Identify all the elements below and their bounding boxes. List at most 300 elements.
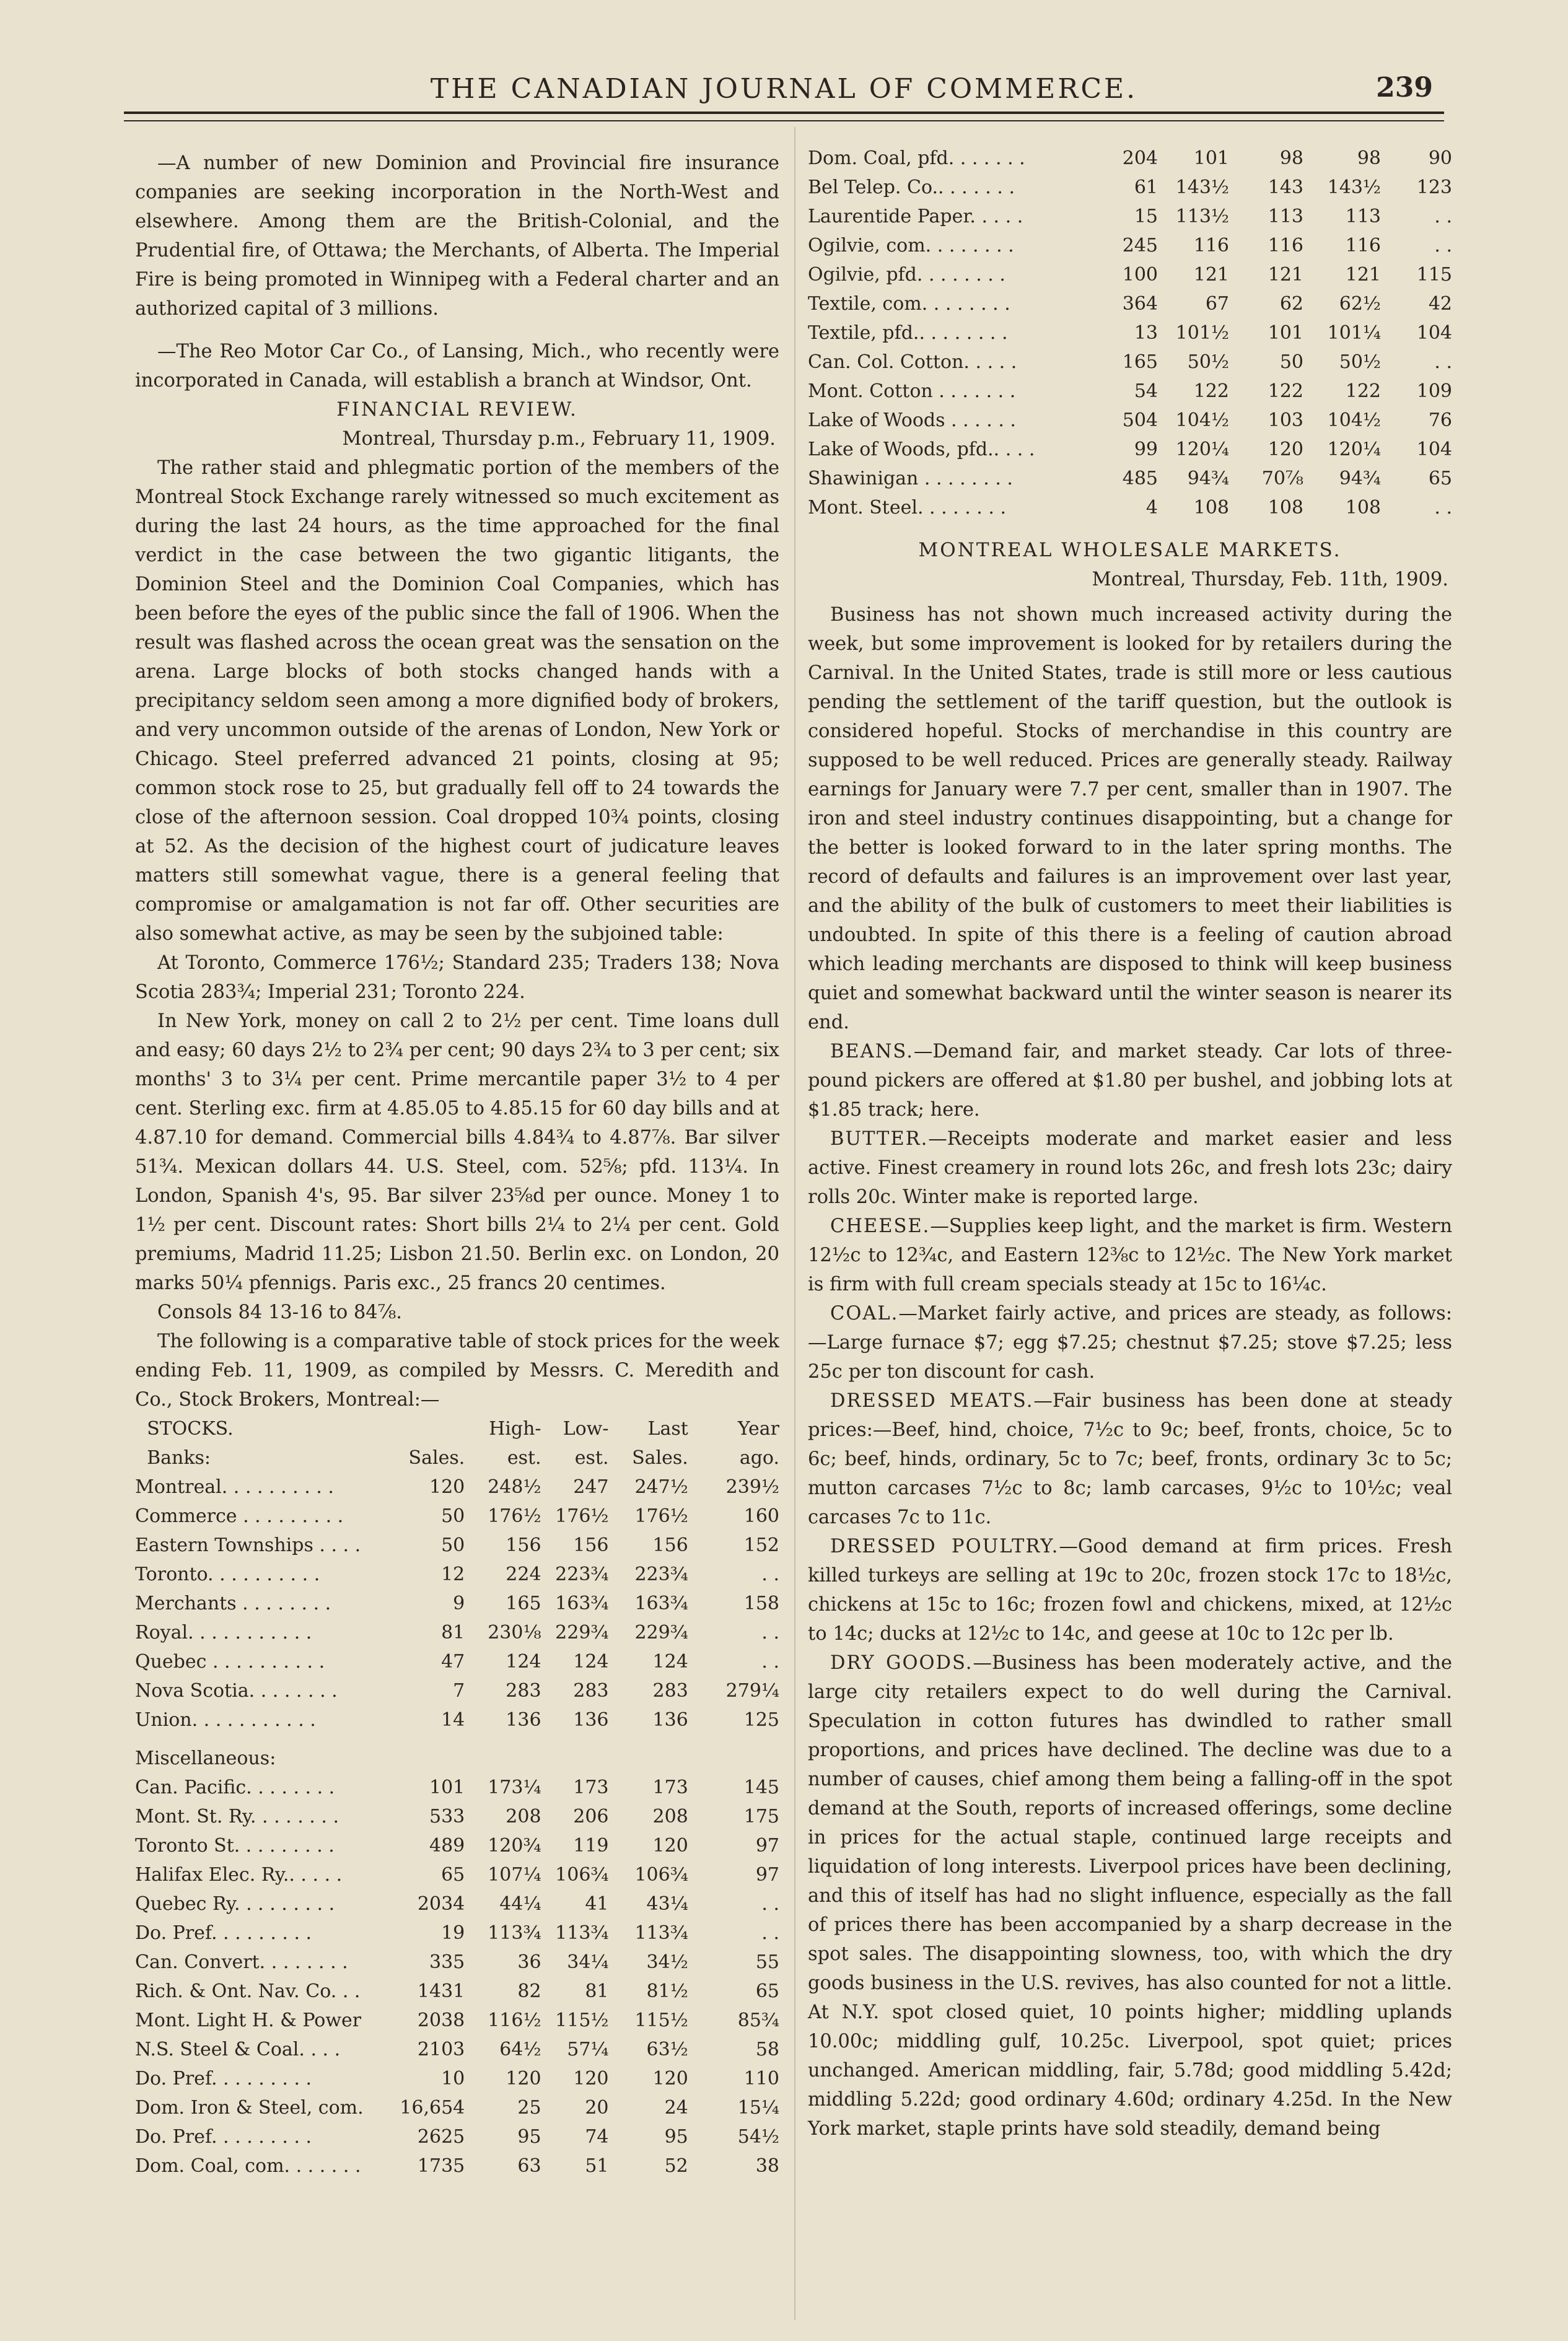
year-ago-cell: . . (761, 1922, 779, 1944)
lowest-cell: 74 (585, 2126, 609, 2148)
sales-cell: 7 (453, 1680, 465, 1702)
lowest-cell: 101 (1268, 322, 1303, 344)
highest-cell: 283 (506, 1680, 541, 1702)
sales-cell: 1431 (417, 1980, 465, 2002)
header-rule-thick (124, 112, 1444, 114)
sales-cell: 12 (441, 1564, 465, 1585)
highest-cell: 104½ (1175, 409, 1229, 431)
highest-cell: 108 (1193, 497, 1229, 519)
misc-label: Miscellaneous: (135, 1748, 276, 1769)
highest-cell: 95 (517, 2126, 541, 2148)
highest-cell: 113¾ (488, 1922, 541, 1944)
sales-cell: 50 (441, 1534, 465, 1556)
lowest-cell: 122 (1268, 380, 1303, 402)
left-column (135, 149, 779, 2181)
stock-name: Montreal. . . . . . . . . . (135, 1476, 334, 1498)
stock-name: Nova Scotia. . . . . . . . (135, 1680, 338, 1702)
year-ago-cell: 65 (755, 1980, 779, 2002)
misc-label-row (135, 1735, 779, 1773)
lowest-cell: 283 (573, 1680, 609, 1702)
year-ago-cell: 160 (743, 1505, 779, 1527)
highest-cell: 122 (1193, 380, 1229, 402)
col-sales: Sales. (408, 1447, 465, 1469)
beans-paragraph: BEANS.—Demand fair, and market steady. Car lots of three-pound pickers are offered at $1.80 per bushel, and jobbing lots at $1.85 track; here. (808, 1041, 1452, 1121)
highest-cell: 50½ (1187, 351, 1229, 373)
last-sales-cell: 95 (664, 2126, 688, 2148)
col-stocks: STOCKS. (147, 1418, 234, 1440)
lowest-cell: 119 (573, 1835, 609, 1857)
last-sales-cell: 113 (1345, 206, 1381, 227)
sales-cell: 245 (1122, 235, 1158, 256)
highest-cell: 44¼ (499, 1893, 541, 1915)
lowest-cell: 136 (573, 1709, 609, 1731)
stock-name: Mont. St. Ry. . . . . . . . (135, 1806, 339, 1827)
sales-cell: 14 (441, 1709, 465, 1731)
sales-cell: 2038 (417, 2010, 465, 2031)
year-ago-cell: 125 (743, 1709, 779, 1731)
stock-name: Rich. & Ont. Nav. Co. . . (135, 1980, 361, 2002)
stock-name: Lake of Woods, pfd.. . . . (808, 439, 1035, 460)
sales-cell: 47 (441, 1651, 465, 1673)
new-york-money: In New York, money on call 2 to 2½ per cent. Time loans dull and easy; 60 days 2½ to 2¾ per cent; 90 days 2¾ to 3 per cent; six months' 3 to 3¼ per cent. Prime mercantile paper 3½ to 4 per cent. Sterling exc. firm at 4.85.05 to 4.85.15 for 60 day bills and at 4.87.10 for demand. Commercial bills 4.84¾ to 4.87⅞. Bar silver 51¾. Mexican dollars 44. U.S. Steel, com. 52⅝; pfd. 113¼. In London, Spanish 4's, 95. Bar silver 23⅝d per ounce. Money 1 to 1½ per cent. Discount rates: Short bills 2¼ to 2¼ per cent. Gold premiums, Madrid 11.25; Lisbon 21.50. Berlin exc. on London, 20 marks 50¼ pfennigs. Paris exc., 25 francs 20 centimes. (135, 1010, 779, 1294)
highest-cell: 165 (506, 1593, 541, 1614)
stock-name: Do. Pref. . . . . . . . . (135, 1922, 312, 1944)
lowest-cell: 113 (1268, 206, 1303, 227)
last-sales-cell: 113¾ (634, 1922, 688, 1944)
lowest-cell: 113¾ (555, 1922, 609, 1944)
stock-name: Commerce . . . . . . . . . (135, 1505, 344, 1527)
butter-lead: BUTTER. (830, 1128, 929, 1150)
lowest-cell: 51 (585, 2155, 609, 2177)
beans-lead: BEANS. (830, 1041, 914, 1062)
highest-cell: 94¾ (1187, 468, 1229, 489)
last-sales-cell: 63½ (646, 2039, 688, 2060)
lowest-cell: 103 (1268, 409, 1303, 431)
lowest-cell: 115½ (555, 2010, 609, 2031)
stock-name: Mont. Steel. . . . . . . . (808, 497, 1006, 519)
year-ago-cell: 152 (743, 1534, 779, 1556)
sales-cell: 15 (1134, 206, 1158, 227)
last-sales-cell: 62½ (1339, 293, 1381, 315)
stock-name: Can. Pacific. . . . . . . . (135, 1777, 335, 1798)
year-ago-cell: 58 (755, 2039, 779, 2060)
lowest-cell: 98 (1279, 147, 1303, 169)
lowest-cell: 41 (585, 1893, 609, 1915)
last-sales-cell: 121 (1345, 264, 1381, 286)
sales-cell: 61 (1134, 177, 1158, 198)
sales-cell: 1735 (417, 2155, 465, 2177)
year-ago-cell: 104 (1416, 322, 1452, 344)
year-ago-cell: . . (1434, 235, 1452, 256)
lowest-cell: 108 (1268, 497, 1303, 519)
last-sales-cell: 124 (652, 1651, 688, 1673)
wholesale-markets-heading: MONTREAL WHOLESALE MARKETS. (918, 539, 1342, 561)
lowest-cell: 116 (1268, 235, 1303, 256)
lowest-cell: 143 (1268, 177, 1303, 198)
sales-cell: 101 (429, 1777, 465, 1798)
meats-lead: DRESSED MEATS. (830, 1390, 1034, 1412)
sales-cell: 81 (441, 1622, 465, 1643)
financial-review-dateline: Montreal, Thursday p.m., February 11, 1909. (342, 428, 776, 450)
misc-rows (135, 1773, 779, 2181)
last-sales-cell: 143½ (1327, 177, 1381, 198)
stock-name: Do. Pref. . . . . . . . . (135, 2068, 312, 2089)
table-row (135, 1831, 779, 1860)
news-item-insurance: —A number of new Dominion and Provincial fire insurance companies are seeking incorporation in the North-West and elsewhere. Among them are the British-Colonial, and the Prudential fire, of Ottawa; the Merchants, of Alberta. The Imperial Fire is being promoted in Winnipeg with a Federal charter and an authorized capital of 3 millions. (135, 152, 779, 320)
highest-cell: 230⅛ (488, 1622, 541, 1643)
stock-name: Can. Col. Cotton. . . . . (808, 351, 1017, 373)
last-sales-cell: 136 (652, 1709, 688, 1731)
toronto-prices: At Toronto, Commerce 176½; Standard 235; Traders 138; Nova Scotia 283¾; Imperial 231; Toronto 224. (135, 952, 779, 1003)
year-ago-cell: 239½ (725, 1476, 779, 1498)
stock-table-header-row-1 (135, 1414, 779, 1443)
sales-cell: 533 (429, 1806, 465, 1827)
meats-paragraph: DRESSED MEATS.—Fair business has been done at steady prices:—Beef, hind, choice, 7½c to 9c; beef, fronts, choice, 5c to 6c; beef, hinds, ordinary, 5c to 7c; beef, fronts, ordinary 3c to 5c; mutton carcases 7½c to 8c; lamb carcases, 9½c to 10½c; veal carcases 7c to 11c. (808, 1390, 1452, 1528)
last-sales-cell: 229¾ (634, 1622, 688, 1643)
sales-cell: 120 (429, 1476, 465, 1498)
sales-cell: 99 (1134, 439, 1158, 460)
highest-cell: 143½ (1175, 177, 1229, 198)
last-sales-cell: 34½ (646, 1951, 688, 1973)
last-sales-cell: 163¾ (634, 1593, 688, 1614)
highest-cell: 64½ (499, 2039, 541, 2060)
last-sales-cell: 173 (652, 1777, 688, 1798)
cheese-paragraph: CHEESE.—Supplies keep light, and the market is firm. Western 12½c to 12¾c, and Eastern 12⅜c to 12½c. The New York market is firm with full cream specials steady at 15c to 16¼c. (808, 1215, 1452, 1295)
sales-cell: 9 (453, 1593, 465, 1614)
sales-cell: 50 (441, 1505, 465, 1527)
highest-cell: 121 (1193, 264, 1229, 286)
sales-cell: 19 (441, 1922, 465, 1944)
highest-cell: 120¼ (1175, 439, 1229, 460)
table-row (808, 348, 1452, 377)
year-ago-cell: 175 (743, 1806, 779, 1827)
col-last-1: Last (647, 1418, 688, 1440)
highest-cell: 101 (1193, 147, 1229, 169)
sales-cell: 65 (441, 1864, 465, 1886)
sales-cell: 504 (1122, 409, 1158, 431)
table-row (135, 1472, 779, 1502)
banks-label: Banks: (147, 1447, 211, 1469)
col-high-1: High- (489, 1418, 541, 1440)
wholesale-intro: Business has not shown much increased activity during the week, but some improvement is looked for by retailers during the Carnival. In the United States, trade is still more or less cautious pending the settlement of the tariff question, but the outlook is considered hopeful. Stocks of merchandise in this country are supposed to be well reduced. Prices are generally steady. Railway earnings for January were 7.7 per cent, smaller than in 1907. The iron and steel industry continues disappointing, but a change for the better is looked forward to in the later spring months. The record of defaults and failures is an improvement over last year, and the ability of the bulk of customers to meet their liabilities is undoubted. In spite of this there is a feeling of caution abroad which leading merchants are disposed to think will keep business quiet and somewhat backward until the winter season is nearer its end. (808, 604, 1452, 1033)
table-row (135, 1560, 779, 1589)
lowest-cell: 106¾ (555, 1864, 609, 1886)
poultry-lead: DRESSED POULTRY. (830, 1536, 1059, 1557)
year-ago-cell: 55 (755, 1951, 779, 1973)
year-ago-cell: . . (761, 1893, 779, 1915)
sales-cell: 2034 (417, 1893, 465, 1915)
dry-goods-paragraph: DRY GOODS.—Business has been moderately active, and the large city retailers expect to do well during the Carnival. Speculation in cotton futures has dwindled to rather small proportions, and prices have declined. The decline was due to a number of causes, chief among them being a falling-off in the spot demand at the South, reports of increased offerings, some decline in prices for the actual staple, continued large receipts and liquidation of long interests. Liverpool prices have been declining, and this of itself has had no slight influence, especially as the fall of prices there has been accompanied by a sharp decrease in the spot sales. The disappointing slowness, too, with which the dry goods business in the U.S. revives, has also counted for not a little. At N.Y. spot closed quiet, 10 points higher; middling uplands 10.00c; middling gulf, 10.25c. Liverpool, spot quiet; prices unchanged. American middling, fair, 5.78d; good middling 5.42d; middling 5.22d; good ordinary 4.60d; ordinary 4.25d. In the New York market, staple prints have sold steadily, demand being (808, 1652, 1452, 2140)
lowest-cell: 120 (1268, 439, 1303, 460)
lowest-cell: 62 (1279, 293, 1303, 315)
table-row (135, 1676, 779, 1705)
table-row (135, 1802, 779, 1831)
sales-cell: 489 (429, 1835, 465, 1857)
sales-cell: 16,654 (400, 2097, 465, 2119)
sales-cell: 2103 (417, 2039, 465, 2060)
stock-name: Eastern Townships . . . . (135, 1534, 361, 1556)
stock-name: Dom. Iron & Steel, com. (135, 2097, 364, 2119)
table-row (135, 1773, 779, 1802)
stock-name: Bel Telep. Co.. . . . . . . (808, 177, 1015, 198)
year-ago-cell: . . (761, 1622, 779, 1643)
coal-lead: COAL. (830, 1303, 899, 1324)
last-sales-cell: 43¼ (646, 1893, 688, 1915)
highest-cell: 67 (1205, 293, 1229, 315)
year-ago-cell: 42 (1428, 293, 1452, 315)
page-header (0, 0, 1568, 112)
last-sales-cell: 283 (652, 1680, 688, 1702)
year-ago-cell: 38 (755, 2155, 779, 2177)
table-row (808, 493, 1452, 522)
highest-cell: 173¼ (488, 1777, 541, 1798)
table-row (808, 202, 1452, 231)
stock-name: Mont. Light H. & Power (135, 2010, 362, 2031)
lowest-cell: 156 (573, 1534, 609, 1556)
table-intro: The following is a comparative table of stock prices for the week ending Feb. 11, 1909, as compiled by Messrs. C. Meredith and Co., Stock Brokers, Montreal:— (135, 1331, 779, 1411)
highest-cell: 120¾ (488, 1835, 541, 1857)
table-row (808, 260, 1452, 289)
table-row (135, 1502, 779, 1531)
year-ago-cell: 145 (743, 1777, 779, 1798)
header-rule-thin (124, 120, 1444, 121)
table-row (808, 289, 1452, 318)
stock-name: Halifax Elec. Ry.. . . . . (135, 1864, 343, 1886)
last-sales-cell: 108 (1345, 497, 1381, 519)
year-ago-cell: 85¾ (737, 2010, 779, 2031)
table-row (135, 1618, 779, 1647)
coal-paragraph: COAL.—Market fairly active, and prices are steady, as follows:—Large furnace $7; egg $7.25; chestnut $7.25; stove $7.25; less 25c per ton discount for cash. (808, 1303, 1452, 1383)
stock-name: Dom. Coal, pfd. . . . . . . (808, 147, 1025, 169)
stock-name: Royal. . . . . . . . . . . (135, 1622, 312, 1643)
page-number: 239 (1376, 72, 1433, 103)
lowest-cell: 173 (573, 1777, 609, 1798)
last-sales-cell: 101¼ (1327, 322, 1381, 344)
last-sales-cell: 122 (1345, 380, 1381, 402)
highest-cell: 107¼ (488, 1864, 541, 1886)
highest-cell: 248½ (488, 1476, 541, 1498)
stock-table-continued (808, 144, 1452, 522)
last-sales-cell: 208 (652, 1806, 688, 1827)
col-last-2: Sales. (632, 1447, 688, 1469)
table-row (808, 144, 1452, 173)
table-row (135, 1889, 779, 1919)
highest-cell: 120 (506, 2068, 541, 2089)
table-row (135, 2122, 779, 2151)
sales-cell: 54 (1134, 380, 1158, 402)
last-sales-cell: 50½ (1339, 351, 1381, 373)
sales-cell: 485 (1122, 468, 1158, 489)
stock-name: Do. Pref. . . . . . . . . (135, 2126, 312, 2148)
highest-cell: 116 (1193, 235, 1229, 256)
highest-cell: 63 (517, 2155, 541, 2177)
table-row (135, 1589, 779, 1618)
last-sales-cell: 116 (1345, 235, 1381, 256)
highest-cell: 82 (517, 1980, 541, 2002)
stock-name: Shawinigan . . . . . . . . (808, 468, 1013, 489)
right-table-rows (808, 144, 1452, 522)
table-row (135, 1977, 779, 2006)
highest-cell: 25 (517, 2097, 541, 2119)
table-row (808, 464, 1452, 493)
table-row (135, 1531, 779, 1560)
stock-name: Quebec Ry. . . . . . . . . (135, 1893, 335, 1915)
stock-table-header-row-2 (135, 1443, 779, 1472)
last-sales-cell: 120 (652, 2068, 688, 2089)
last-sales-cell: 104½ (1327, 409, 1381, 431)
stock-name: Ogilvie, pfd. . . . . . . . (808, 264, 1005, 286)
stock-name: Mont. Cotton . . . . . . . (808, 380, 1016, 402)
table-row (135, 1860, 779, 1889)
sales-cell: 165 (1122, 351, 1158, 373)
stock-table (135, 1414, 779, 2181)
stock-name: Merchants . . . . . . . . (135, 1593, 331, 1614)
lowest-cell: 120 (573, 2068, 609, 2089)
stock-name: Toronto St. . . . . . . . . (135, 1835, 335, 1857)
stock-name: N.S. Steel & Coal. . . . (135, 2039, 341, 2060)
lowest-cell: 81 (585, 1980, 609, 2002)
last-sales-cell: 115½ (634, 2010, 688, 2031)
poultry-paragraph: DRESSED POULTRY.—Good demand at firm prices. Fresh killed turkeys are selling at 19c to 20c, frozen stock 17c to 18½c, chickens at 15c to 16c; frozen fowl and chickens, mixed, at 12½c to 14c; ducks at 12½c to 14c, and geese at 10c to 12c per lb. (808, 1536, 1452, 1645)
last-sales-cell: 156 (652, 1534, 688, 1556)
lowest-cell: 57¼ (567, 2039, 609, 2060)
sales-cell: 335 (429, 1951, 465, 1973)
year-ago-cell: . . (1434, 206, 1452, 227)
news-item-reo-motor: —The Reo Motor Car Co., of Lansing, Mich., who recently were incorporated in Canada, will establish a branch at Windsor, Ont. (135, 341, 779, 392)
highest-cell: 156 (506, 1534, 541, 1556)
highest-cell: 36 (517, 1951, 541, 1973)
column-divider (794, 127, 795, 2320)
table-row (808, 377, 1452, 406)
stock-name: Quebec . . . . . . . . . . (135, 1651, 325, 1673)
year-ago-cell: . . (1434, 351, 1452, 373)
col-low-1: Low- (563, 1418, 609, 1440)
highest-cell: 116½ (488, 2010, 541, 2031)
table-row (808, 318, 1452, 348)
year-ago-cell: 65 (1428, 468, 1452, 489)
col-year-1: Year (737, 1418, 779, 1440)
lowest-cell: 70⅞ (1261, 468, 1303, 489)
year-ago-cell: . . (761, 1651, 779, 1673)
table-row (135, 2064, 779, 2093)
sales-cell: 364 (1122, 293, 1158, 315)
stock-name: Can. Convert. . . . . . . . (135, 1951, 348, 1973)
year-ago-cell: 110 (743, 2068, 779, 2089)
last-sales-cell: 120 (652, 1835, 688, 1857)
sales-cell: 4 (1145, 497, 1158, 519)
lowest-cell: 163¾ (555, 1593, 609, 1614)
highest-cell: 224 (506, 1564, 541, 1585)
financial-review-body: The rather staid and phlegmatic portion of the members of the Montreal Stock Exchange rarely witnessed so much excitement as during the last 24 hours, as the time approached for the final verdict in the case between the two gigantic litigants, the Dominion Steel and the Dominion Coal Companies, which has been before the eyes of the public since the fall of 1906. When the result was flashed across the ocean great was the sensation on the arena. Large blocks of both stocks changed hands with a precipitancy seldom seen among a more dignified body of brokers, and very uncommon outside of the arenas of London, New York or Chicago. Steel preferred advanced 21 points, closing at 95; common stock rose to 25, but gradually fell off to 24 towards the close of the afternoon session. Coal dropped 10¾ points, closing at 52. As the decision of the highest court of judicature leaves matters still somewhat vague, there is a general feeling that compromise or amalgamation is not far off. Other securities are also somewhat active, as may be seen by the subjoined table: (135, 457, 779, 945)
table-row (135, 1948, 779, 1977)
stock-name: Union. . . . . . . . . . . (135, 1709, 316, 1731)
stock-name: Dom. Coal, com. . . . . . . (135, 2155, 361, 2177)
stock-name: Toronto. . . . . . . . . . (135, 1564, 320, 1585)
year-ago-cell: 97 (755, 1835, 779, 1857)
last-sales-cell: 52 (664, 2155, 688, 2177)
last-sales-cell: 106¾ (634, 1864, 688, 1886)
table-row (808, 435, 1452, 464)
table-row (135, 2035, 779, 2064)
table-row (135, 2006, 779, 2035)
stock-name: Lake of Woods . . . . . . (808, 409, 1016, 431)
table-row (808, 173, 1452, 202)
sales-cell: 100 (1122, 264, 1158, 286)
table-row (135, 2151, 779, 2181)
year-ago-cell: 76 (1428, 409, 1452, 431)
stock-name: Laurentide Paper. . . . . (808, 206, 1023, 227)
highest-cell: 176½ (488, 1505, 541, 1527)
banks-rows (135, 1472, 779, 1735)
lowest-cell: 206 (573, 1806, 609, 1827)
last-sales-cell: 176½ (634, 1505, 688, 1527)
col-high-2: est. (507, 1447, 541, 1469)
last-sales-cell: 81½ (646, 1980, 688, 2002)
lowest-cell: 121 (1268, 264, 1303, 286)
table-row (808, 406, 1452, 435)
stock-name: Textile, com. . . . . . . . (808, 293, 1010, 315)
table-row (135, 2093, 779, 2122)
journal-title: THE CANADIAN JOURNAL OF COMMERCE. (430, 73, 1138, 105)
year-ago-cell: 15¼ (737, 2097, 779, 2119)
lowest-cell: 50 (1279, 351, 1303, 373)
stock-name: Ogilvie, com. . . . . . . . (808, 235, 1014, 256)
sales-cell: 204 (1122, 147, 1158, 169)
year-ago-cell: 109 (1416, 380, 1452, 402)
last-sales-cell: 223¾ (634, 1564, 688, 1585)
year-ago-cell: 54½ (737, 2126, 779, 2148)
last-sales-cell: 120¼ (1327, 439, 1381, 460)
lowest-cell: 124 (573, 1651, 609, 1673)
table-row (135, 1705, 779, 1735)
col-low-2: est. (574, 1447, 609, 1469)
highest-cell: 113½ (1175, 206, 1229, 227)
consols: Consols 84 13-16 to 84⅞. (157, 1302, 402, 1323)
table-row (808, 231, 1452, 260)
lowest-cell: 176½ (555, 1505, 609, 1527)
last-sales-cell: 98 (1357, 147, 1381, 169)
dry-goods-lead: DRY GOODS. (830, 1652, 973, 1674)
highest-cell: 208 (506, 1806, 541, 1827)
butter-paragraph: BUTTER.—Receipts moderate and market easier and less active. Finest creamery in round lots 26c, and fresh lots 23c; dairy rolls 20c. Winter make is reported large. (808, 1128, 1452, 1208)
sales-cell: 10 (441, 2068, 465, 2089)
highest-cell: 136 (506, 1709, 541, 1731)
last-sales-cell: 94¾ (1339, 468, 1381, 489)
last-sales-cell: 24 (664, 2097, 688, 2119)
year-ago-cell: 97 (755, 1864, 779, 1886)
sales-cell: 2625 (417, 2126, 465, 2148)
lowest-cell: 229¾ (555, 1622, 609, 1643)
lowest-cell: 223¾ (555, 1564, 609, 1585)
table-row (135, 1647, 779, 1676)
year-ago-cell: . . (761, 1564, 779, 1585)
financial-review-heading: FINANCIAL REVIEW. (336, 398, 578, 421)
year-ago-cell: 279¼ (725, 1680, 779, 1702)
last-sales-cell: 247½ (634, 1476, 688, 1498)
year-ago-cell: 90 (1428, 147, 1452, 169)
cheese-lead: CHEESE. (830, 1215, 931, 1237)
sales-cell: 13 (1134, 322, 1158, 344)
year-ago-cell: 123 (1416, 177, 1452, 198)
year-ago-cell: 104 (1416, 439, 1452, 460)
right-column (808, 144, 1452, 2143)
lowest-cell: 20 (585, 2097, 609, 2119)
year-ago-cell: . . (1434, 497, 1452, 519)
col-year-2: ago. (739, 1447, 779, 1469)
stock-name: Textile, pfd.. . . . . . . . (808, 322, 1008, 344)
year-ago-cell: 115 (1416, 264, 1452, 286)
wholesale-markets-dateline: Montreal, Thursday, Feb. 11th, 1909. (1092, 569, 1448, 590)
